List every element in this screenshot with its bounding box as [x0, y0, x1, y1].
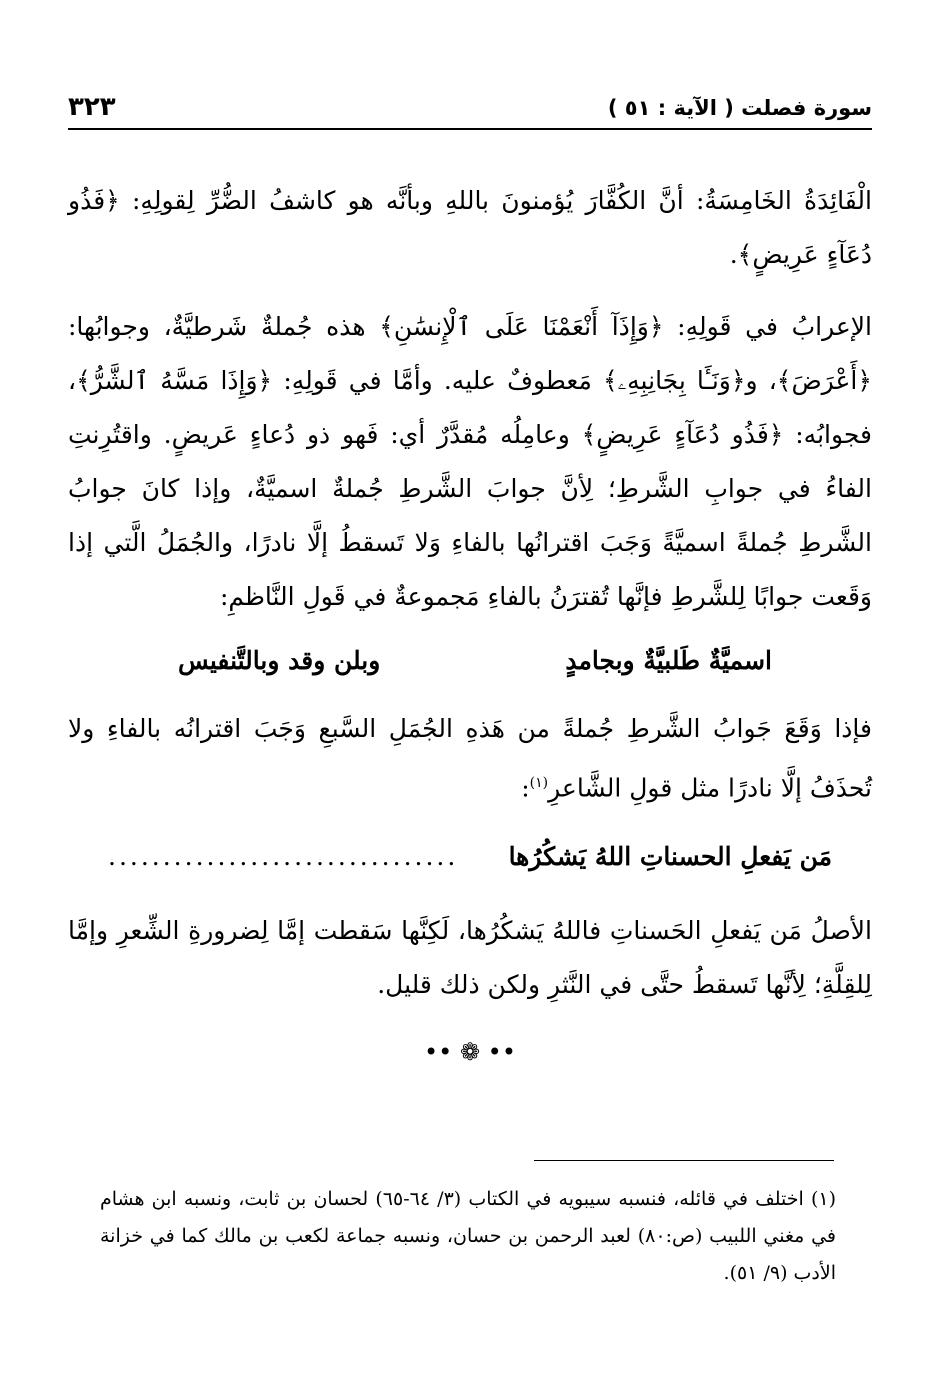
- header-rule: [68, 128, 872, 130]
- poetry-verse-1: [68, 634, 872, 688]
- paragraph-grammar: الإعرابُ في قَولِهِ: ﴿وَإِذَآ أَنْعَمْنَا عَلَى ٱلْإِنسَٰنِ﴾ هذه جُملةٌ شَرطيَّةٌ، وجوابُها: ﴿أَعْرَضَ﴾، و﴿وَنَـَٔا بِجَانِبِهِۦ﴾ مَعطوفٌ عليه. وأمَّا في قَولِهِ: ﴿وَإِذَا مَسَّهُ ٱلشَّرُّ﴾، فجوابُه: ﴿فَذُو دُعَآءٍ عَرِيضٍ﴾ وعامِلُه مُقدَّرٌ أي: فَهو ذو دُعاءٍ عَريضٍ. واقتُرِنتِ الفاءُ في جوابِ الشَّرطِ؛ لِأنَّ جوابَ الشَّرطِ جُملةٌ اسميَّةٌ، وإذا كانَ جوابُ الشَّرطِ جُملةً اسميَّةً وَجَبَ اقترانُها بالفاءِ وَلا تَسقطُ إلَّا نادرًا، والجُمَلُ الَّتي إذا وَقَعت جوابًا لِلشَّرطِ فإنَّها تُقترَنُ بالفاءِ مَجموعةٌ في قَولِ النَّاظمِ:: [68, 312, 872, 611]
- poetry-verse-2: [68, 830, 872, 884]
- footnote: (١) اختلف في قائله، فنسبه سيبويه في الكتاب (٣/ ٦٤-٦٥) لحسان بن ثابت، ونسبه ابن هشام في مغني اللبيب (ص:٨٠) لعبد الرحمن بن حسان، ونسبه جماعة لكعب بن مالك كما في خزانة الأدب (٩/ ٥١).: [100, 1188, 836, 1284]
- section-divider-ornament: •• ❁ ••: [424, 1038, 516, 1066]
- page-body: [68, 174, 872, 1072]
- paragraph-original-form: الأصلُ مَن يَفعلِ الحَسناتِ فاللهُ يَشكُرُها، لَكِنَّها سَقطت إمَّا لِضرورةِ الشِّعرِ وإمَّا لِلقِلَّةِ؛ لِأنَّها تَسقطُ حتَّى في النَّثرِ ولكن ذلك قليل.: [68, 916, 872, 999]
- page-number: ٣٢٣: [68, 92, 116, 122]
- paragraph-text: فإذا وَقَعَ جَوابُ الشَّرطِ جُملةً من هَذهِ الجُمَلِ السَّبعِ وَجَبَ اقترانُه بالفاءِ ولا تُحذَفُ إلَّا نادرًا مثل قولِ الشَّاعرِ: [68, 714, 872, 803]
- footnote-marker: (١): [529, 775, 549, 791]
- verse-2-first-hemistich: مَن يَفعلِ الحسناتِ اللهُ يَشكُرُها: [508, 842, 832, 871]
- footnote-rule: [534, 1160, 834, 1161]
- paragraph-fifth-benefit: الْفَائِدَةُ الخَامِسَةُ: أنَّ الكُفَّارَ يُؤمنونَ باللهِ وبأنَّه هو كاشفُ الضُّرِّ لِقولِهِ: ﴿فَذُو دُعَآءٍ عَرِيضٍ﴾.: [68, 186, 872, 269]
- running-title: سورة فصلت ( الآية : ٥١ ): [607, 96, 872, 120]
- paragraph-colon: :: [521, 773, 530, 803]
- verse-1-second-hemistich: وبلن وقد وبالتَّنفيس: [178, 646, 381, 675]
- page-header: [68, 92, 872, 128]
- verse-1-first-hemistich: اسميَّةٌ طَلبيَّةٌ وبجامدٍ: [565, 646, 772, 675]
- verse-2-ellipsis: ................................: [108, 842, 459, 871]
- paragraph-seven-sentences: [68, 702, 872, 810]
